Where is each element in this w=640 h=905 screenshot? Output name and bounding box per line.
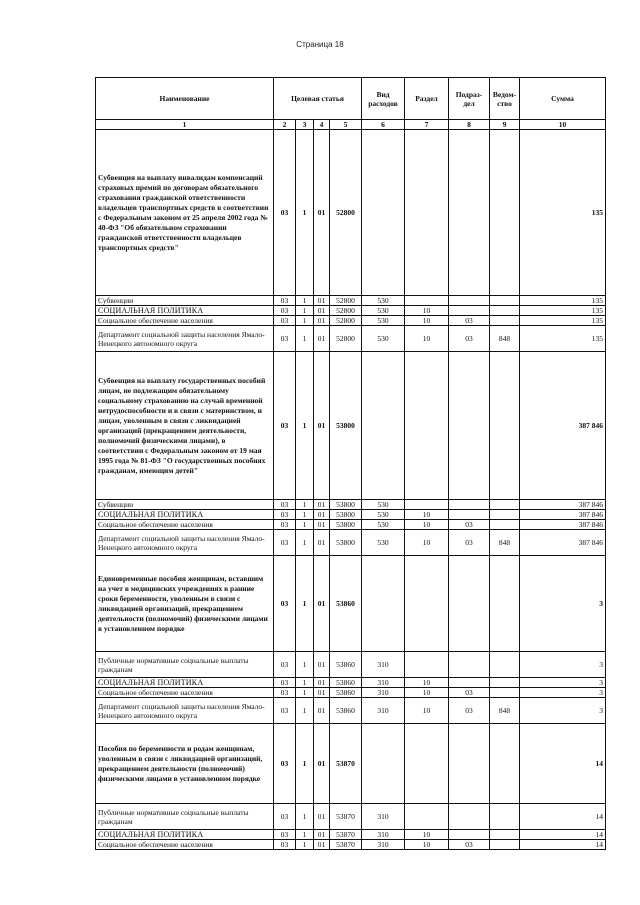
row-code-cell — [449, 296, 490, 306]
page-number-label: Страница 18 — [296, 40, 344, 49]
row-code-cell — [490, 556, 520, 652]
row-code-cell: 1 — [296, 530, 314, 556]
table-row — [96, 688, 606, 698]
row-sum-cell: 387 846 — [520, 352, 606, 500]
row-code-cell: 03 — [274, 556, 296, 652]
row-code-cell — [449, 556, 490, 652]
row-code-cell — [490, 520, 520, 530]
row-code-cell: 03 — [274, 520, 296, 530]
row-code-cell: 310 — [362, 652, 405, 678]
row-code-cell — [405, 556, 449, 652]
row-code-cell: 53870 — [330, 724, 362, 804]
row-name-cell: Социальное обеспечение населения — [96, 316, 274, 326]
row-code-cell: 1 — [296, 520, 314, 530]
table-row — [96, 698, 606, 724]
column-number: 7 — [405, 120, 449, 130]
row-code-cell — [449, 130, 490, 296]
table-row-article — [96, 352, 606, 500]
column-number: 6 — [362, 120, 405, 130]
row-code-cell: 01 — [314, 316, 330, 326]
row-code-cell: 10 — [405, 698, 449, 724]
row-sum-cell: 3 — [520, 698, 606, 724]
row-code-cell: 1 — [296, 698, 314, 724]
column-number: 2 — [274, 120, 296, 130]
row-code-cell: 01 — [314, 510, 330, 520]
row-code-cell: 1 — [296, 352, 314, 500]
row-sum-cell: 3 — [520, 556, 606, 652]
row-code-cell — [490, 316, 520, 326]
row-code-cell: 848 — [490, 530, 520, 556]
row-sum-cell: 14 — [520, 804, 606, 830]
row-code-cell — [490, 352, 520, 500]
row-code-cell — [449, 830, 490, 840]
row-code-cell: 03 — [274, 130, 296, 296]
row-code-cell: 01 — [314, 352, 330, 500]
row-name-cell: СОЦИАЛЬНАЯ ПОЛИТИКА — [96, 830, 274, 840]
row-code-cell: 03 — [274, 326, 296, 352]
row-code-cell: 03 — [449, 326, 490, 352]
row-code-cell: 1 — [296, 510, 314, 520]
row-code-cell: 10 — [405, 316, 449, 326]
row-code-cell: 03 — [449, 688, 490, 698]
row-code-cell — [362, 352, 405, 500]
row-code-cell: 53860 — [330, 688, 362, 698]
table-row — [96, 500, 606, 510]
row-code-cell: 01 — [314, 840, 330, 850]
row-name-cell: Субвенции — [96, 296, 274, 306]
table-row-article — [96, 556, 606, 652]
row-name-cell: Субвенция на выплату инвалидам компенсаций страховых премий по договорам обязательного страхования гражданской ответственности владельцев транспортных средств в соответствии с Федеральным законом от 25 апреля 2002 года № 40-ФЗ "Об обязательном страховании гражданской ответственности владельцев транспортных средств" — [96, 130, 274, 296]
row-code-cell — [490, 306, 520, 316]
table-row — [96, 840, 606, 850]
row-sum-cell: 14 — [520, 840, 606, 850]
row-code-cell: 1 — [296, 652, 314, 678]
row-code-cell: 03 — [274, 306, 296, 316]
row-code-cell — [449, 724, 490, 804]
row-code-cell: 53870 — [330, 830, 362, 840]
row-code-cell — [405, 652, 449, 678]
row-code-cell — [405, 130, 449, 296]
table-row — [96, 316, 606, 326]
row-code-cell: 53860 — [330, 652, 362, 678]
row-code-cell — [490, 688, 520, 698]
row-code-cell: 01 — [314, 652, 330, 678]
row-code-cell — [449, 678, 490, 688]
header-row — [96, 78, 606, 120]
row-code-cell: 03 — [274, 724, 296, 804]
row-code-cell — [490, 652, 520, 678]
row-sum-cell: 387 846 — [520, 520, 606, 530]
row-code-cell — [362, 556, 405, 652]
row-code-cell: 1 — [296, 296, 314, 306]
row-code-cell: 52800 — [330, 296, 362, 306]
row-code-cell: 53870 — [330, 840, 362, 850]
header-target-article: Целевая статья — [274, 78, 362, 120]
row-code-cell: 03 — [449, 530, 490, 556]
row-code-cell: 03 — [274, 530, 296, 556]
row-code-cell: 530 — [362, 306, 405, 316]
row-sum-cell: 135 — [520, 296, 606, 306]
budget-table — [95, 77, 606, 850]
row-code-cell: 1 — [296, 830, 314, 840]
table-row — [96, 326, 606, 352]
row-code-cell: 03 — [274, 652, 296, 678]
row-code-cell: 03 — [274, 840, 296, 850]
row-name-cell: Публичные нормативные социальные выплаты гражданам — [96, 652, 274, 678]
row-code-cell: 1 — [296, 688, 314, 698]
row-code-cell: 52800 — [330, 130, 362, 296]
row-code-cell: 03 — [274, 804, 296, 830]
row-code-cell: 10 — [405, 510, 449, 520]
row-code-cell: 1 — [296, 500, 314, 510]
row-code-cell: 53800 — [330, 520, 362, 530]
row-code-cell: 01 — [314, 830, 330, 840]
row-code-cell: 1 — [296, 326, 314, 352]
row-code-cell: 03 — [274, 678, 296, 688]
row-code-cell: 848 — [490, 326, 520, 352]
row-code-cell: 10 — [405, 678, 449, 688]
row-code-cell: 530 — [362, 530, 405, 556]
row-name-cell: Социальное обеспечение населения — [96, 688, 274, 698]
row-code-cell: 1 — [296, 724, 314, 804]
row-code-cell: 01 — [314, 556, 330, 652]
header-subsection: Подраз-дел — [449, 78, 490, 120]
row-code-cell: 01 — [314, 296, 330, 306]
row-code-cell: 53870 — [330, 804, 362, 830]
row-code-cell: 530 — [362, 296, 405, 306]
table-row — [96, 652, 606, 678]
row-code-cell: 10 — [405, 326, 449, 352]
row-sum-cell: 387 846 — [520, 510, 606, 520]
row-code-cell: 01 — [314, 530, 330, 556]
row-sum-cell: 3 — [520, 652, 606, 678]
row-code-cell: 03 — [274, 500, 296, 510]
table-row — [96, 510, 606, 520]
row-code-cell — [490, 724, 520, 804]
row-code-cell: 03 — [274, 830, 296, 840]
table-row — [96, 306, 606, 316]
row-code-cell: 01 — [314, 306, 330, 316]
row-code-cell: 03 — [449, 316, 490, 326]
row-code-cell: 01 — [314, 698, 330, 724]
row-code-cell: 310 — [362, 830, 405, 840]
row-name-cell: Публичные нормативные социальные выплаты гражданам — [96, 804, 274, 830]
row-code-cell: 310 — [362, 688, 405, 698]
row-code-cell — [362, 130, 405, 296]
row-code-cell: 1 — [296, 804, 314, 830]
row-code-cell: 53800 — [330, 510, 362, 520]
row-name-cell: Субвенции — [96, 500, 274, 510]
column-number: 4 — [314, 120, 330, 130]
row-name-cell: Социальное обеспечение населения — [96, 520, 274, 530]
row-sum-cell: 3 — [520, 678, 606, 688]
row-code-cell: 53860 — [330, 556, 362, 652]
row-code-cell: 03 — [449, 840, 490, 850]
row-code-cell: 10 — [405, 830, 449, 840]
row-sum-cell: 135 — [520, 326, 606, 352]
row-name-cell: Единовременные пособия женщинам, вставшим на учет в медицинских учреждениях в ранние сроки беременности, уволенным в связи с ликвидацией организаций, прекращением деятельности (полномочий) физическими лицами в установленном порядке — [96, 556, 274, 652]
row-code-cell: 53800 — [330, 530, 362, 556]
header-expense-type: Вид расходов — [362, 78, 405, 120]
table-row-article — [96, 130, 606, 296]
row-code-cell: 530 — [362, 316, 405, 326]
row-code-cell: 52800 — [330, 316, 362, 326]
row-sum-cell: 14 — [520, 724, 606, 804]
table-row — [96, 830, 606, 840]
row-code-cell: 03 — [449, 520, 490, 530]
table-row — [96, 520, 606, 530]
header-section: Раздел — [405, 78, 449, 120]
row-code-cell — [490, 296, 520, 306]
row-code-cell — [490, 500, 520, 510]
row-code-cell: 01 — [314, 520, 330, 530]
row-code-cell: 01 — [314, 724, 330, 804]
header-sum: Сумма — [520, 78, 606, 120]
row-name-cell: Департамент социальной защиты населения Ямало-Ненецкого автономного округа — [96, 326, 274, 352]
row-code-cell — [490, 130, 520, 296]
row-code-cell — [490, 804, 520, 830]
row-code-cell: 1 — [296, 840, 314, 850]
row-code-cell: 530 — [362, 520, 405, 530]
header-department: Ведом-ство — [490, 78, 520, 120]
row-code-cell: 01 — [314, 326, 330, 352]
row-code-cell: 53860 — [330, 678, 362, 688]
row-code-cell: 03 — [274, 352, 296, 500]
row-name-cell: Социальное обеспечение населения — [96, 840, 274, 850]
row-code-cell: 10 — [405, 530, 449, 556]
row-name-cell: Пособия по беременности и родам женщинам, уволенным в связи с ликвидацией организаций, прекращением деятельности (полномочий) физическими лицами в установленном порядке — [96, 724, 274, 804]
row-name-cell: СОЦИАЛЬНАЯ ПОЛИТИКА — [96, 678, 274, 688]
row-name-cell: Субвенция на выплату государственных пособий лицам, не подлежащим обязательному социальному страхованию на случай временной нетрудоспособности и в связи с материнством, и лицам, уволенным в связи с ликвидацией организаций (прекращением деятельности, полномочий физическими лицами), в соответствии с Федеральным законом от 19 мая 1995 года № 81-ФЗ "О государственных пособиях гражданам, имеющим детей" — [96, 352, 274, 500]
row-code-cell: 10 — [405, 306, 449, 316]
row-code-cell: 01 — [314, 678, 330, 688]
row-code-cell — [490, 678, 520, 688]
table-row — [96, 678, 606, 688]
row-code-cell: 53800 — [330, 500, 362, 510]
row-code-cell: 10 — [405, 688, 449, 698]
row-code-cell: 1 — [296, 556, 314, 652]
row-code-cell: 03 — [274, 510, 296, 520]
row-code-cell: 03 — [274, 316, 296, 326]
header-name: Наименование — [96, 78, 274, 120]
row-code-cell: 53860 — [330, 698, 362, 724]
row-code-cell: 10 — [405, 520, 449, 530]
row-sum-cell: 135 — [520, 130, 606, 296]
row-code-cell: 310 — [362, 804, 405, 830]
row-code-cell: 52800 — [330, 306, 362, 316]
table-row — [96, 530, 606, 556]
column-number: 10 — [520, 120, 606, 130]
row-sum-cell: 135 — [520, 316, 606, 326]
row-code-cell — [449, 306, 490, 316]
row-code-cell — [449, 804, 490, 830]
row-name-cell: Департамент социальной защиты населения Ямало-Ненецкого автономного округа — [96, 698, 274, 724]
row-code-cell: 03 — [274, 296, 296, 306]
row-code-cell: 530 — [362, 510, 405, 520]
row-code-cell — [405, 352, 449, 500]
row-code-cell: 530 — [362, 500, 405, 510]
table-row — [96, 804, 606, 830]
row-code-cell: 03 — [274, 688, 296, 698]
row-code-cell: 1 — [296, 130, 314, 296]
column-number: 8 — [449, 120, 490, 130]
column-number: 5 — [330, 120, 362, 130]
row-code-cell: 03 — [274, 698, 296, 724]
row-code-cell: 1 — [296, 678, 314, 688]
row-sum-cell: 135 — [520, 306, 606, 316]
row-code-cell — [449, 500, 490, 510]
row-code-cell: 52800 — [330, 326, 362, 352]
row-code-cell: 530 — [362, 326, 405, 352]
row-sum-cell: 387 846 — [520, 500, 606, 510]
row-code-cell: 310 — [362, 678, 405, 688]
table-row — [96, 296, 606, 306]
row-sum-cell: 387 846 — [520, 530, 606, 556]
row-code-cell: 1 — [296, 316, 314, 326]
row-code-cell: 310 — [362, 840, 405, 850]
row-sum-cell: 3 — [520, 688, 606, 698]
row-code-cell: 10 — [405, 840, 449, 850]
row-code-cell — [449, 652, 490, 678]
row-code-cell — [405, 296, 449, 306]
row-code-cell: 01 — [314, 688, 330, 698]
row-code-cell — [490, 840, 520, 850]
row-code-cell: 01 — [314, 804, 330, 830]
row-code-cell — [362, 724, 405, 804]
row-code-cell: 01 — [314, 130, 330, 296]
row-code-cell — [405, 724, 449, 804]
row-code-cell — [449, 352, 490, 500]
row-code-cell — [490, 830, 520, 840]
row-code-cell — [490, 510, 520, 520]
column-number: 1 — [96, 120, 274, 130]
row-code-cell — [449, 510, 490, 520]
row-code-cell: 848 — [490, 698, 520, 724]
table-row-article — [96, 724, 606, 804]
column-number: 3 — [296, 120, 314, 130]
row-code-cell: 53800 — [330, 352, 362, 500]
row-code-cell: 310 — [362, 698, 405, 724]
column-number: 9 — [490, 120, 520, 130]
row-code-cell — [405, 804, 449, 830]
row-name-cell: СОЦИАЛЬНАЯ ПОЛИТИКА — [96, 306, 274, 316]
budget-table-body — [96, 130, 606, 850]
column-number-row — [96, 120, 606, 130]
row-name-cell: Департамент социальной защиты населения Ямало-Ненецкого автономного округа — [96, 530, 274, 556]
row-name-cell: СОЦИАЛЬНАЯ ПОЛИТИКА — [96, 510, 274, 520]
row-code-cell — [405, 500, 449, 510]
row-code-cell: 01 — [314, 500, 330, 510]
row-code-cell: 1 — [296, 306, 314, 316]
row-sum-cell: 14 — [520, 830, 606, 840]
row-code-cell: 03 — [449, 698, 490, 724]
